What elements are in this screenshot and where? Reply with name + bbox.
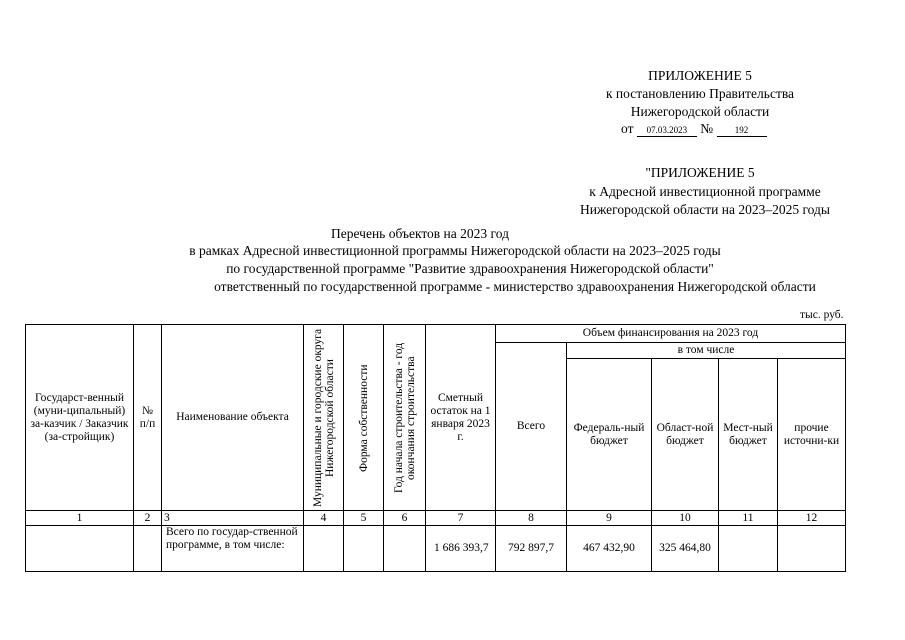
- column-number: 5: [344, 511, 384, 526]
- header-other: прочие источни-ки: [778, 359, 846, 511]
- cell-estimate: 1 686 393,7: [426, 526, 496, 572]
- header-number: № п/п: [134, 325, 162, 511]
- column-number: 9: [567, 511, 652, 526]
- document-title-line-1: Перечень объектов на 2023 год: [331, 226, 509, 241]
- objects-table: [25, 324, 846, 572]
- cell-other: [778, 526, 846, 572]
- header-customer: Государст-венный (муни-ципальный) за-казчик / Заказчик (за-стройщик): [26, 325, 134, 511]
- header-estimate: Сметный остаток на 1 января 2023 г.: [426, 325, 496, 511]
- header-total: Всего: [496, 343, 567, 511]
- program-appendix-title: "ПРИЛОЖЕНИЕ 5: [645, 165, 755, 180]
- column-number: 10: [652, 511, 719, 526]
- table-row: [26, 526, 846, 572]
- date-prefix: от: [621, 121, 634, 136]
- header-years: Год начала строительства - год окончания строительства: [384, 325, 426, 511]
- appendix-line-2: Нижегородской области: [630, 104, 770, 119]
- decree-number: 192: [717, 125, 767, 137]
- document-title-line-2: в рамках Адресной инвестиционной программы Нижегородской области на 2023–2025 годы: [189, 243, 721, 258]
- column-number: 8: [496, 511, 567, 526]
- column-number: 3: [162, 511, 304, 526]
- document-title-line-4: ответственный по государственной программе - министерство здравоохранения Нижегородской области: [214, 279, 816, 294]
- header-ownership: Форма собственности: [344, 325, 384, 511]
- cell-number: [134, 526, 162, 572]
- header-financing: Объем финансирования на 2023 год: [496, 325, 846, 343]
- appendix-line-1: к постановлению Правительства: [605, 86, 795, 101]
- header-object-name: Наименование объекта: [162, 325, 304, 511]
- column-numbers-row: [26, 511, 846, 526]
- column-number: 7: [426, 511, 496, 526]
- header-regional: Област-ной бюджет: [652, 359, 719, 511]
- column-number: 6: [384, 511, 426, 526]
- column-number: 11: [719, 511, 778, 526]
- cell-municipality: [304, 526, 344, 572]
- program-appendix-line-1: к Адресной инвестиционной программе: [589, 184, 821, 199]
- decree-date: 07.03.2023: [637, 125, 697, 137]
- column-number: 2: [134, 511, 162, 526]
- cell-local: [719, 526, 778, 572]
- program-appendix-line-2: Нижегородской области на 2023–2025 годы: [580, 202, 830, 217]
- cell-federal: 467 432,90: [567, 526, 652, 572]
- document-title-line-3: по государственной программе "Развитие здравоохранения Нижегородской области": [226, 261, 714, 276]
- cell-years: [384, 526, 426, 572]
- decree-date-line: [621, 121, 767, 137]
- units-label: тыс. руб.: [800, 309, 844, 321]
- column-number: 12: [778, 511, 846, 526]
- header-federal: Федераль-ный бюджет: [567, 359, 652, 511]
- cell-customer: [26, 526, 134, 572]
- cell-ownership: [344, 526, 384, 572]
- cell-total: 792 897,7: [496, 526, 567, 572]
- header-municipality: Муниципальные и городские округа Нижегородской области: [304, 325, 344, 511]
- header-local: Мест-ный бюджет: [719, 359, 778, 511]
- column-number: 4: [304, 511, 344, 526]
- column-number: 1: [26, 511, 134, 526]
- appendix-title: ПРИЛОЖЕНИЕ 5: [648, 68, 752, 83]
- cell-regional: 325 464,80: [652, 526, 719, 572]
- header-including: в том числе: [567, 343, 846, 359]
- number-sign: №: [700, 121, 714, 136]
- cell-object-name: Всего по государ-ственной программе, в том числе:: [162, 526, 304, 572]
